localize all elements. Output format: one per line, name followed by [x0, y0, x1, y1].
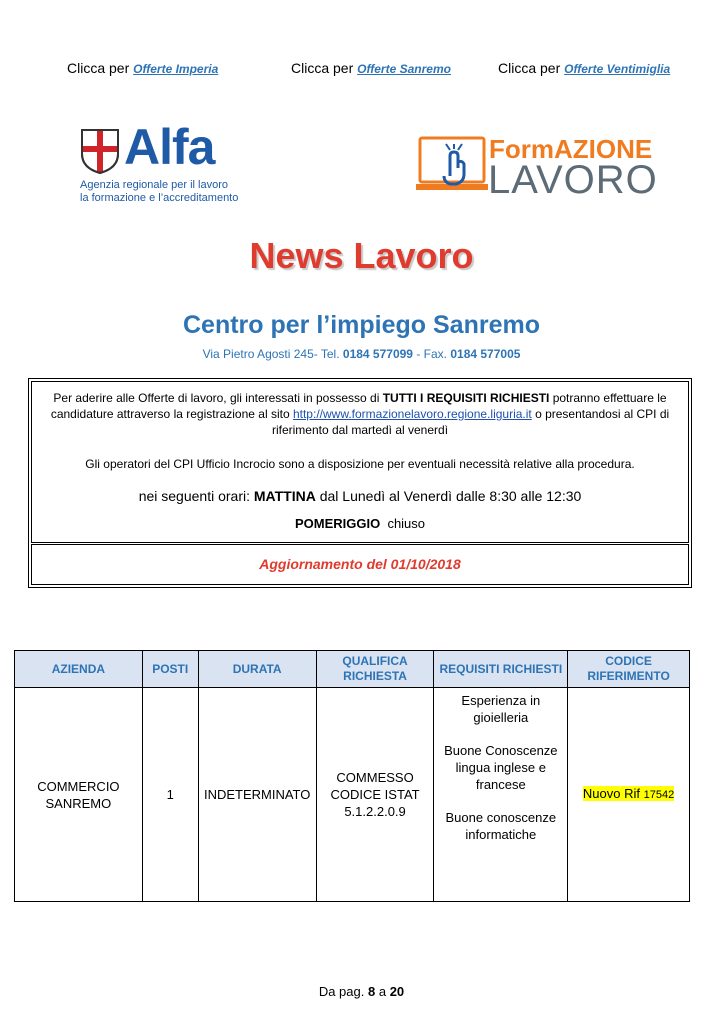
info-paragraph-1: Per aderire alle Offerte di lavoro, gli interessati in possesso di TUTTI I REQUISITI RICHIESTI potranno effettuare le candidature attraverso la registrazione al sito http://www.formazionelavoro.regione.liguria.it o presentandosi al CPI di riferimento dal martedì al venerdì: [50, 391, 670, 437]
requisito-item: Buone Conoscenze lingua inglese e francese: [444, 743, 558, 792]
table-header-row: [15, 651, 690, 688]
formazione-logo-bottom: LAVORO: [488, 158, 658, 202]
site-link[interactable]: http://www.formazionelavoro.regione.liguria.it: [292, 407, 532, 421]
alfa-logo-text: Alfa: [124, 119, 215, 175]
alfa-subtitle-2: la formazione e l’accreditamento: [80, 192, 239, 204]
header-qualifica: QUALIFICA RICHIESTA: [316, 651, 434, 688]
codice-highlight: Nuovo Rif 17542: [582, 786, 675, 801]
info-hours-morning: nei seguenti orari: MATTINA dal Lunedì al Venerdì dalle 8:30 alle 12:30: [138, 488, 582, 504]
alfa-subtitle-1: Agenzia regionale per il lavoro: [80, 179, 228, 191]
header-durata: DURATA: [198, 651, 316, 688]
update-date: Aggiornamento del 01/10/2018: [259, 556, 461, 572]
page-footer: Da pag. 8 a 20: [318, 984, 405, 999]
center-name: Centro per l’impiego Sanremo: [182, 311, 540, 339]
cell-codice: [568, 688, 690, 902]
header-posti: POSTI: [142, 651, 198, 688]
cell-qualifica: COMMESSO CODICE ISTAT 5.1.2.2.0.9: [316, 688, 434, 902]
info-box-inner: [31, 381, 689, 543]
update-box: [31, 544, 689, 585]
cell-azienda: COMMERCIO SANREMO: [15, 688, 143, 902]
link-offerte-imperia[interactable]: Offerte Imperia: [133, 62, 219, 76]
link-offerte-sanremo-row: Clicca per Offerte Sanremo: [291, 60, 451, 76]
jobs-table: [14, 650, 690, 902]
header-azienda: AZIENDA: [15, 651, 143, 688]
cell-durata: INDETERMINATO: [198, 688, 316, 902]
formazione-logo-top: FormAZIONE: [489, 134, 653, 164]
info-box: [28, 378, 692, 588]
link-offerte-ventimiglia-row: Clicca per Offerte Ventimiglia: [498, 60, 671, 76]
table-row: [15, 688, 690, 902]
link-offerte-ventimiglia[interactable]: Offerte Ventimiglia: [564, 62, 671, 76]
computer-hand-icon: [416, 136, 490, 196]
cell-requisiti: [434, 688, 568, 902]
center-address: Via Pietro Agosti 245- Tel. 0184 577099 - Fax. 0184 577005: [202, 347, 521, 361]
link-offerte-imperia-row: Clicca per Offerte Imperia: [67, 60, 219, 76]
requisito-item: Buone conoscenze informatiche: [445, 810, 557, 842]
link-offerte-sanremo[interactable]: Offerte Sanremo: [357, 62, 451, 76]
header-codice: CODICE RIFERIMENTO: [568, 651, 690, 688]
info-paragraph-2: Gli operatori del CPI Ufficio Incrocio sono a disposizione per eventuali necessità relative alla procedura.: [85, 457, 635, 471]
requisito-item: Esperienza in gioielleria: [461, 693, 541, 725]
page-title: News Lavoro: [249, 235, 474, 276]
cell-posti: 1: [142, 688, 198, 902]
header-requisiti: REQUISITI RICHIESTI: [434, 651, 568, 688]
liguria-crest-icon: [80, 128, 120, 174]
info-hours-afternoon: POMERIGGIO chiuso: [294, 516, 426, 531]
